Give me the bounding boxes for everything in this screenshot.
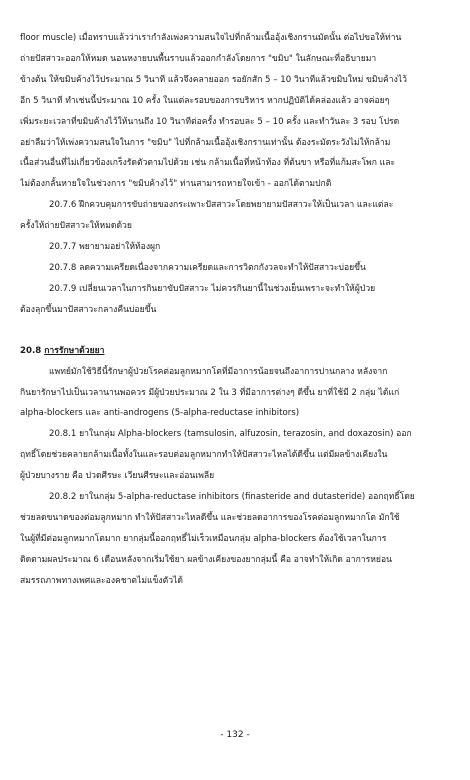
text-line: ช่วยลดขนาดของต่อมลูกหมาก ทำให้ปัสสาวะไหลดีขึ้น และช่วยลดอาการของโรคต่อมลูกหมากโต มักใช้	[20, 512, 400, 523]
section-title: การรักษาด้วยยา	[44, 345, 105, 356]
text-line: 20.7.6 ฝึกควบคุมการขับถ่ายของกระเพาะปัสสาวะโดยพยายามปัสสาวะให้เป็นเวลา และแต่ละ	[49, 200, 394, 211]
page-number: - 132 -	[220, 730, 250, 740]
text-line: ผู้ป่วยบางราย คือ ปวดศีรษะ เวียนศีรษะและอ่อนเพลีย	[20, 471, 215, 482]
item-20-7-9	[20, 279, 452, 321]
text-line: เพิ่มระยะเวลาที่ขมิบค้างไว้ให้นานถึง 10 วินาทีต่อครั้ง ทำรอบละ 5 – 10 ครั้ง และทำวันละ 3 รอบ โปรด	[20, 116, 400, 127]
text-line: ครั้งให้ถ่ายปัสสาวะให้หมดด้วย	[20, 221, 132, 232]
section-heading	[20, 341, 452, 362]
text-line: เนื้อส่วนอื่นที่ไม่เกี่ยวข้องเกร็งรัดตัวตามไปด้วย เช่น กล้ามเนื้อที่หน้าท้อง ที่ต้นขา หรือที่แก้มสะโพก และ	[20, 158, 396, 169]
item-20-8-2	[20, 487, 452, 592]
item-20-8-1	[20, 424, 452, 487]
text-line: ไม่ต้องกลั้นหายใจในช่วงการ "ขมิบค้างไว้" ท่านสามารถหายใจเข้า - ออกได้ตามปกติ	[20, 179, 332, 190]
text-line: alpha-blockers และ anti-androgens (5-alpha-reductase inhibitors)	[20, 408, 300, 419]
item-20-7-7: 20.7.7 พยายามอย่าให้ท้องผูก	[49, 242, 161, 253]
item-20-7-8: 20.7.8 ลดความเครียดเนื่องจากความเครียดและการวิตกกังวลจะทำให้ปัสสาวะบ่อยขึ้น	[49, 262, 366, 273]
body-text	[20, 28, 452, 592]
text-line: 20.8.2 ยาในกลุ่ม 5-alpha-reductase inhibitors (finasteride and dutasteride) ออกฤทธิ์โดย	[49, 492, 415, 503]
text-line: อีก 5 วินาที ทำเช่นนี้ประมาณ 10 ครั้ง ในแต่ละรอบของการบริหาร หากปฏิบัติได้คล่องแล้ว อาจค่อยๆ	[20, 95, 390, 106]
section-20-8-paragraph	[20, 362, 452, 425]
item-20-7-6	[20, 195, 452, 237]
text-line: ติดตามผลประมาณ 6 เดือนหลังจากเริ่มใช้ยา ผลข้างเคียงของยากลุ่มนี้ คือ อาจทำให้เกิด อาการหย่อน	[20, 554, 392, 565]
text-line: ต้องลุกขึ้นมาปัสสาวะกลางคืนบ่อยขึ้น	[20, 304, 157, 315]
text-line: กินยารักษาไปเป็นเวลานานพอควร มีผู้ป่วยประมาณ 2 ใน 3 ที่มีอาการต่างๆ ดีขึ้น ยาที่ใช้มี 2 กลุ่ม ได้แก่	[20, 387, 400, 398]
text-line: floor muscle) เมื่อทราบแล้วว่าเรากำลังเพ่งความสนใจไปที่กล้ามเนื้ออุ้งเชิงกรานมัดนั้น ต่อไปขอให้ท่าน	[20, 33, 402, 43]
text-line: แพทย์มักใช้วิธีนี้รักษาผู้ป่วยโรคต่อมลูกหมากโตที่มีอาการน้อยจนถึงอาการปานกลาง หลังจาก	[49, 366, 388, 377]
intro-paragraph	[20, 28, 452, 195]
section-number: 20.8	[20, 345, 42, 356]
text-line: ข้างต้น ให้ขมิบค้างไว้ประมาณ 5 วินาที แล้วจึงคลายออก รอยักสัก 5 – 10 วินาทีแล้วขมิบใหม่ ขมิบค้างไว้	[20, 74, 407, 85]
text-line: ฤทธิ์โดยช่วยคลายกล้ามเนื้อทั้งในและรอบต่อมลูกหมากทำให้ปัสสาวะไหลได้ดีขึ้น แต่มีผลข้างเคียงใน	[20, 450, 388, 461]
text-line: ถ่ายปัสสาวะออกให้หมด นอนหงายบนพื้นราบแล้วออกกำลังโดยการ "ขมิบ" ในลักษณะที่อธิบายมา	[20, 53, 377, 64]
text-line: 20.7.9 เปลี่ยนเวลาในการกินยาขับปัสสาวะ ไม่ควรกินยานี้ในช่วงเย็นเพราะจะทำให้ผู้ป่วย	[49, 283, 376, 294]
text-line: อย่าลืมว่าให้เพ่งความสนใจในการ "ขมิบ" ไปที่กล้ามเนื้ออุ้งเชิงกรานเท่านั้น ต้องระมัดระวังไม่ให้กล้าม	[20, 137, 391, 148]
text-line: สมรรถภาพทางเพศและองคชาตไม่แข็งตัวได้	[20, 575, 183, 586]
text-line: 20.8.1 ยาในกลุ่ม Alpha-blockers (tamsulosin, alfuzosin, terazosin, and doxazosin) ออก	[49, 429, 412, 440]
text-line: ในผู้ที่มีต่อมลูกหมากโตมาก ยากลุ่มนี้ออกฤทธิ์ไม่เร็วเหมือนกลุ่ม alpha-blockers ต้องใช้เวลาในการ	[20, 533, 387, 544]
